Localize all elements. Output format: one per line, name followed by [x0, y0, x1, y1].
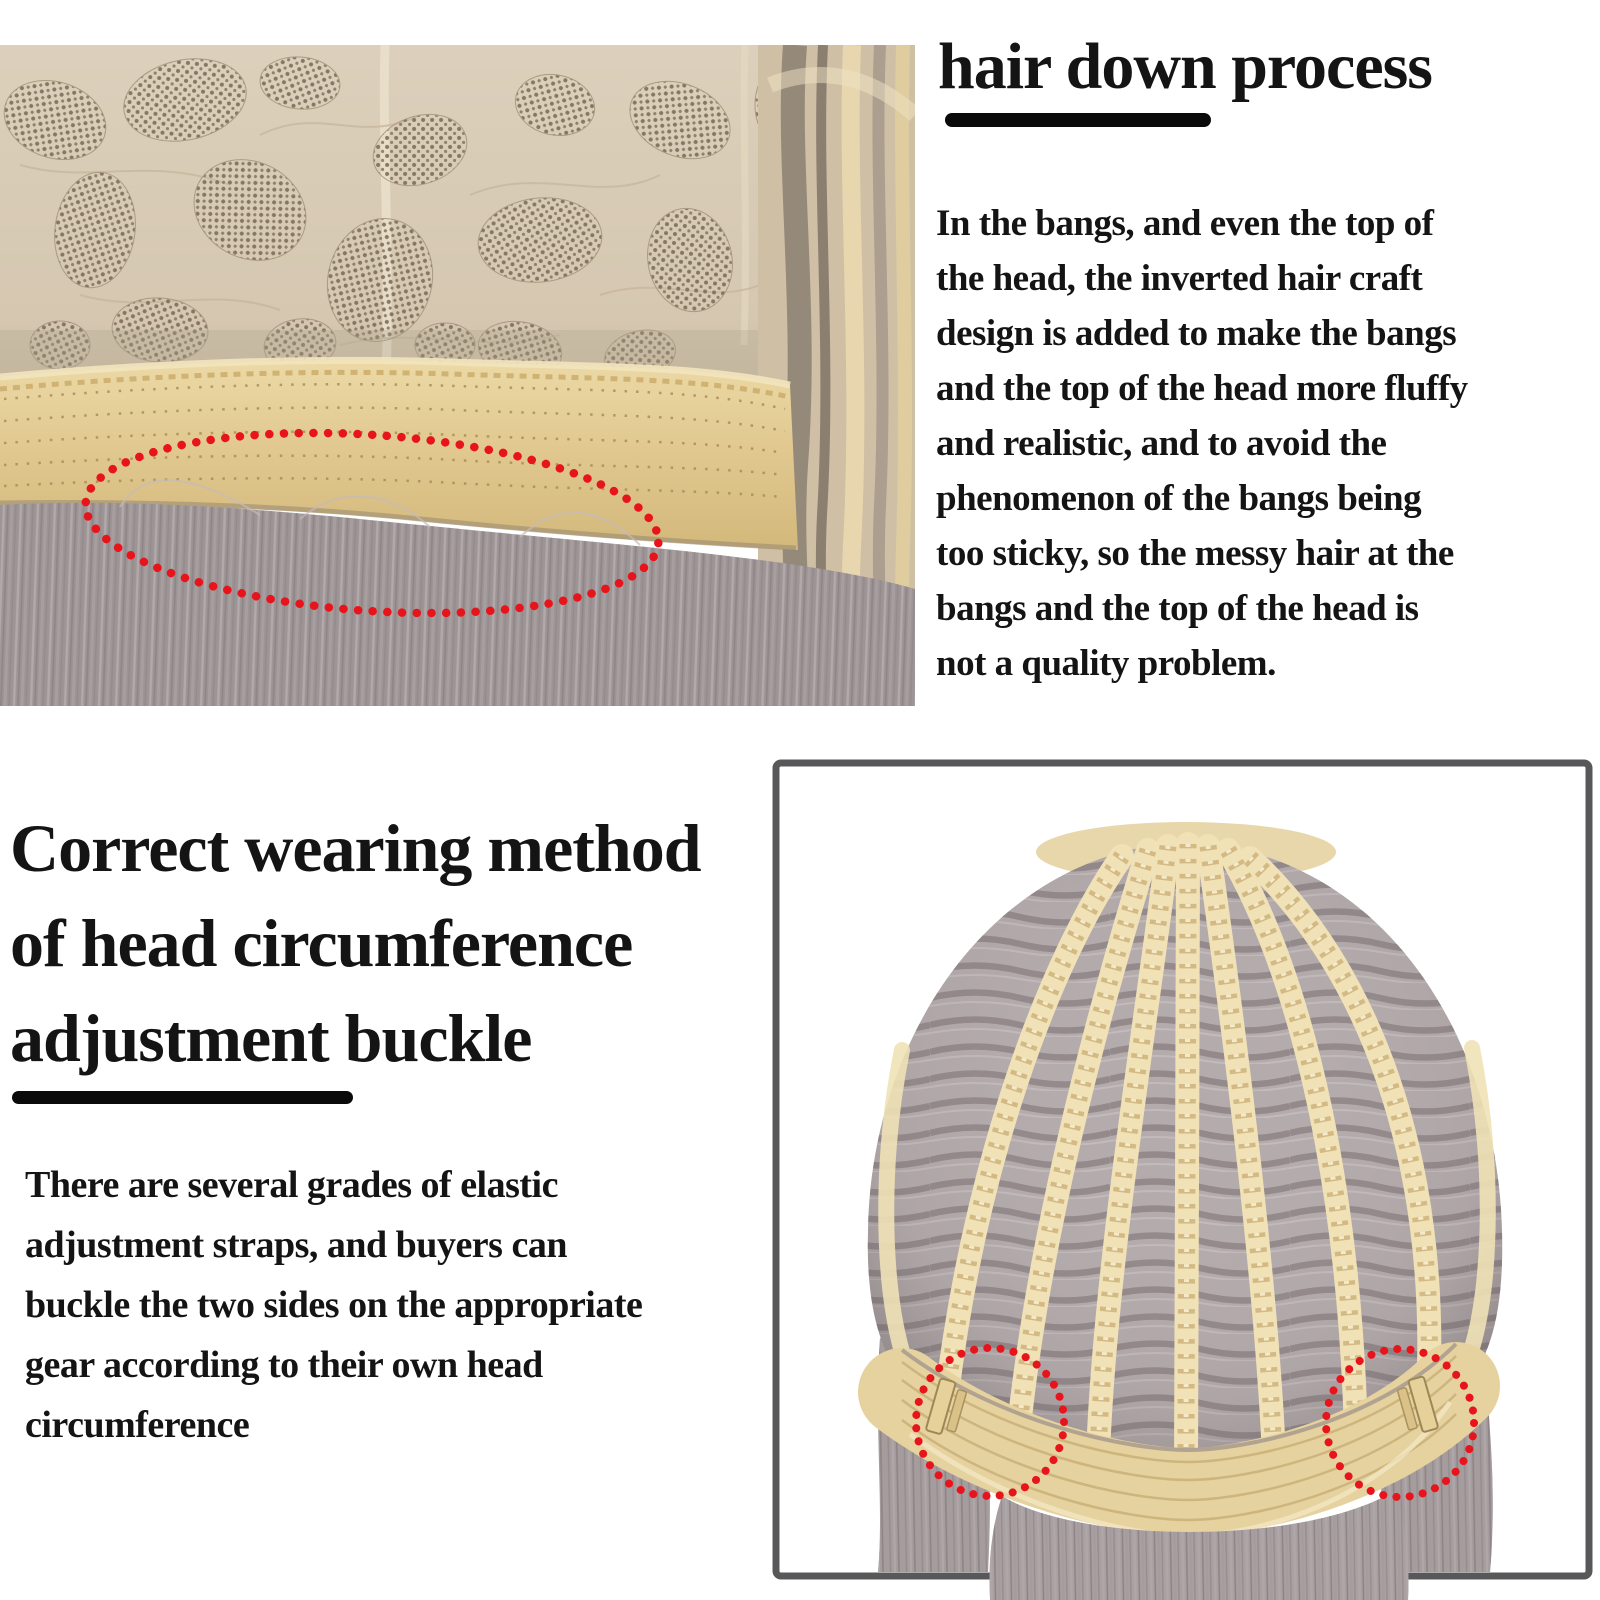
wearing-method-paragraph: There are several grades of elastic adjustment straps, and buyers can buckle the two sides on the appropriate gear according to their own head circumference — [25, 1164, 643, 1446]
heading-underline — [12, 1091, 353, 1104]
wearing-method-heading: Correct wearing method of head circumference adjustment buckle — [10, 810, 701, 1076]
wig-cap-back-photo — [750, 740, 1600, 1600]
lace-cap-closeup-photo — [0, 45, 915, 706]
hair-down-process-paragraph: In the bangs, and even the top of the head, the inverted hair craft design is added to make the bangs and the top of the head more fluffy and realistic, and to avoid the phenomenon of the bangs being too sticky, so the messy hair at the bangs and the top of the head is not a quality problem. — [936, 203, 1468, 684]
hair-down-process-heading: hair down process — [938, 30, 1432, 103]
heading-underline — [945, 113, 1211, 127]
